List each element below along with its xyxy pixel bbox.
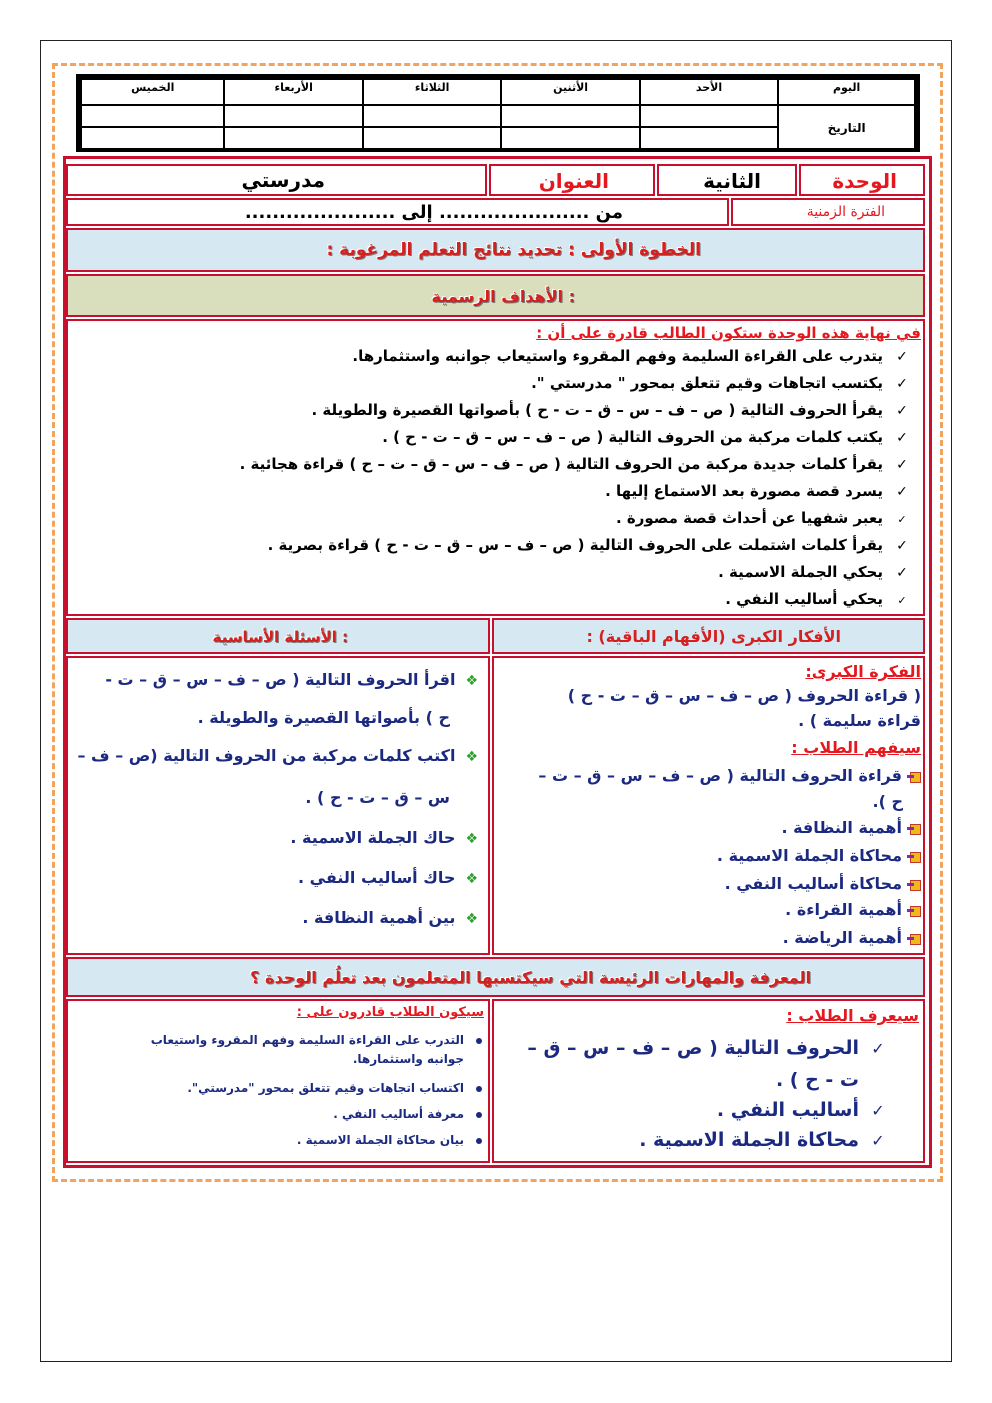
goal-item: ✓يقرأ الحروف التالية ( ص – ف – س – ق – ت - ح ) بأصواتها القصيرة والطويلة . bbox=[312, 401, 914, 419]
day-header-tuesday: الثلاثاء bbox=[363, 79, 501, 105]
check-icon: ✓ bbox=[871, 1101, 885, 1120]
check-icon: ✓ bbox=[871, 1039, 885, 1058]
understand-item: أهمية النظافة . bbox=[781, 818, 921, 837]
know-item-continued: ت - ح ) . bbox=[775, 1069, 859, 1091]
know-label: سيعرف الطلاب : bbox=[786, 1006, 919, 1025]
essential-questions-heading: : الأسئلة الأساسية bbox=[212, 628, 348, 646]
day-header-monday: الأثنين bbox=[501, 79, 639, 105]
check-icon: ✓ bbox=[896, 349, 908, 365]
goal-item: ✓يقرأ كلمات جديدة مركبة من الحروف التالية ( ص – ف – س – ق – ت – ح ) قراءة هجائية . bbox=[240, 455, 913, 473]
know-item: ✓الحروف التالية ( ص – ف – س – ق – bbox=[527, 1037, 889, 1059]
diamond-bullet-icon: ❖ bbox=[465, 673, 478, 689]
understand-item: أهمية الرياضة . bbox=[783, 928, 921, 947]
pointer-hand-icon bbox=[908, 932, 921, 945]
essential-questions-heading-cell bbox=[66, 618, 490, 654]
goals-section bbox=[66, 319, 925, 616]
big-ideas-heading: الأفكار الكبرى (الأفهام الباقية) : bbox=[586, 627, 841, 646]
check-icon: ✓ bbox=[896, 376, 908, 392]
question-item-continued: س – ق – ت - ح ) . bbox=[305, 788, 450, 807]
big-ideas-section bbox=[492, 656, 925, 955]
able-label: سيكون الطلاب قادرون على : bbox=[296, 1005, 484, 1020]
goals-intro: في نهاية هذه الوحدة ستكون الطالب قادرة على أن : bbox=[536, 324, 921, 342]
big-idea-text-line: ( قراءة الحروف ( ص – ف – س – ق – ت - ح ) bbox=[567, 686, 921, 705]
able-item: معرفة أساليب النفي . bbox=[333, 1107, 482, 1121]
able-item: بيان محاكاة الجملة الاسمية . bbox=[297, 1133, 482, 1147]
goal-item: ✓يحكي أساليب النفي . bbox=[725, 590, 913, 608]
bullet-icon bbox=[476, 1112, 482, 1118]
know-item: ✓محاكاة الجملة الاسمية . bbox=[639, 1129, 889, 1151]
step1-title bbox=[326, 240, 701, 260]
bullet-icon bbox=[476, 1038, 482, 1044]
period-label-cell bbox=[731, 198, 925, 226]
period-value-cell bbox=[66, 198, 729, 226]
knowledge-heading: المعرفة والمهارات الرئيسة التي سيكتسبها المتعلمون بعد تعلُم الوحدة ؟ bbox=[250, 968, 811, 987]
pointer-hand-icon bbox=[908, 822, 921, 835]
check-icon: ✓ bbox=[896, 565, 908, 581]
question-item: ❖اكتب كلمات مركبة من الحروف التالية (ص – ف – bbox=[77, 746, 478, 765]
date-cell[interactable] bbox=[640, 105, 778, 127]
date-cell[interactable] bbox=[501, 127, 639, 149]
diamond-bullet-icon: ❖ bbox=[465, 871, 478, 887]
big-idea-text-line: قراءة سليمة ) . bbox=[798, 711, 921, 730]
day-header-thursday: الخميس bbox=[81, 79, 224, 105]
date-cell[interactable] bbox=[224, 105, 362, 127]
unit-value: الثانية bbox=[703, 169, 761, 193]
schedule-table bbox=[76, 74, 920, 152]
diamond-bullet-icon: ❖ bbox=[465, 911, 478, 927]
title-value-cell bbox=[66, 164, 487, 196]
pointer-hand-icon bbox=[908, 850, 921, 863]
bullet-icon bbox=[476, 1086, 482, 1092]
step1-title-prefix: الخطوة الأولى bbox=[580, 240, 701, 260]
goal-item: ✓يكتسب اتجاهات وقيم تتعلق بمحور " مدرستي ". bbox=[531, 374, 913, 392]
check-icon: ✓ bbox=[897, 513, 907, 526]
know-item: ✓أساليب النفي . bbox=[717, 1099, 889, 1121]
pointer-hand-icon bbox=[908, 904, 921, 917]
day-header-sunday: الأحد bbox=[640, 79, 778, 105]
understand-item-continued: ح ). bbox=[872, 792, 903, 811]
check-icon: ✓ bbox=[896, 484, 908, 500]
unit-plan-box bbox=[63, 156, 932, 1168]
goals-heading-band bbox=[66, 274, 925, 317]
goal-item: ✓يسرد قصة مصورة بعد الاستماع إليها . bbox=[605, 482, 913, 500]
bullet-icon bbox=[476, 1138, 482, 1144]
able-item: التدرب على القراءة السليمة وفهم المقروء واستيعاب bbox=[151, 1033, 482, 1047]
pointer-hand-icon bbox=[908, 878, 921, 891]
goal-item: ✓يكتب كلمات مركبة من الحروف التالية ( ص – ف – س – ق – ت - ح ) . bbox=[382, 428, 913, 446]
unit-label: الوحدة bbox=[832, 169, 897, 193]
title-label: العنوان bbox=[538, 169, 609, 193]
question-item: ❖حاك الجملة الاسمية . bbox=[290, 828, 478, 847]
goal-item: ✓يحكي الجملة الاسمية . bbox=[718, 563, 913, 581]
diamond-bullet-icon: ❖ bbox=[465, 749, 478, 765]
able-item: اكتساب اتجاهات وقيم تتعلق بمحور "مدرستي". bbox=[187, 1081, 482, 1095]
understand-item: محاكاة أساليب النفي . bbox=[725, 874, 921, 893]
knowledge-heading-band bbox=[66, 957, 925, 997]
title-label-cell bbox=[489, 164, 655, 196]
date-cell[interactable] bbox=[81, 105, 224, 127]
period-value: من ...................... إلى ...................... bbox=[244, 202, 623, 223]
understand-label: سيفهم الطلاب : bbox=[791, 738, 921, 757]
title-value: مدرستي bbox=[241, 168, 325, 192]
understand-item: أهمية القراءة . bbox=[785, 900, 921, 919]
question-item: ❖حاك أساليب النفي . bbox=[298, 868, 478, 887]
date-label: التاريخ bbox=[778, 105, 915, 149]
pointer-hand-icon bbox=[908, 770, 921, 783]
big-idea-label: الفكرة الكبرى: bbox=[805, 662, 921, 681]
step1-title-rest: : تحديد نتائج التعلم المرغوبة : bbox=[326, 240, 575, 260]
understand-item: قراءة الحروف التالية ( ص – ف – س – ق – ت – bbox=[538, 766, 921, 785]
date-cell[interactable] bbox=[224, 127, 362, 149]
date-cell[interactable] bbox=[363, 127, 501, 149]
students-will-know-section bbox=[492, 999, 925, 1163]
check-icon: ✓ bbox=[896, 457, 908, 473]
check-icon: ✓ bbox=[871, 1131, 885, 1150]
question-item: ❖بين أهمية النظافة . bbox=[302, 908, 478, 927]
goal-item: ✓يعبر شفهيا عن أحداث قصة مصورة . bbox=[616, 509, 913, 527]
date-cell[interactable] bbox=[501, 105, 639, 127]
check-icon: ✓ bbox=[897, 594, 907, 607]
date-cell[interactable] bbox=[640, 127, 778, 149]
diamond-bullet-icon: ❖ bbox=[465, 831, 478, 847]
big-ideas-heading-cell bbox=[492, 618, 925, 654]
date-cell[interactable] bbox=[81, 127, 224, 149]
unit-value-cell bbox=[657, 164, 797, 196]
goals-list bbox=[93, 347, 913, 617]
day-label: اليوم bbox=[778, 79, 915, 105]
goal-item: ✓يقرأ كلمات اشتملت على الحروف التالية ( ص – ف – س – ق – ت - ح ) قراءة بصرية . bbox=[268, 536, 913, 554]
check-icon: ✓ bbox=[896, 430, 908, 446]
check-icon: ✓ bbox=[896, 538, 908, 554]
step1-band bbox=[66, 228, 925, 272]
goal-item: ✓يتدرب على القراءة السليمة وفهم المقروء واستيعاب جوانبه واستثمارها. bbox=[352, 347, 913, 365]
question-item: ❖اقرأ الحروف التالية ( ص – ف – س – ق – ت - bbox=[105, 670, 478, 689]
day-header-wednesday: الأربعاء bbox=[224, 79, 362, 105]
understand-item: محاكاة الجملة الاسمية . bbox=[717, 846, 921, 865]
essential-questions-section bbox=[66, 656, 490, 955]
students-able-section bbox=[66, 999, 490, 1163]
unit-label-cell bbox=[799, 164, 925, 196]
check-icon: ✓ bbox=[896, 403, 908, 419]
goals-heading: : الأهداف الرسمية bbox=[431, 287, 575, 306]
question-item-continued: ح ) بأصواتها القصيرة والطويلة . bbox=[197, 708, 450, 727]
date-cell[interactable] bbox=[363, 105, 501, 127]
able-item-continued: جوانبه واستثمارها. bbox=[352, 1052, 464, 1066]
period-label: الفترة الزمنية bbox=[806, 204, 885, 220]
